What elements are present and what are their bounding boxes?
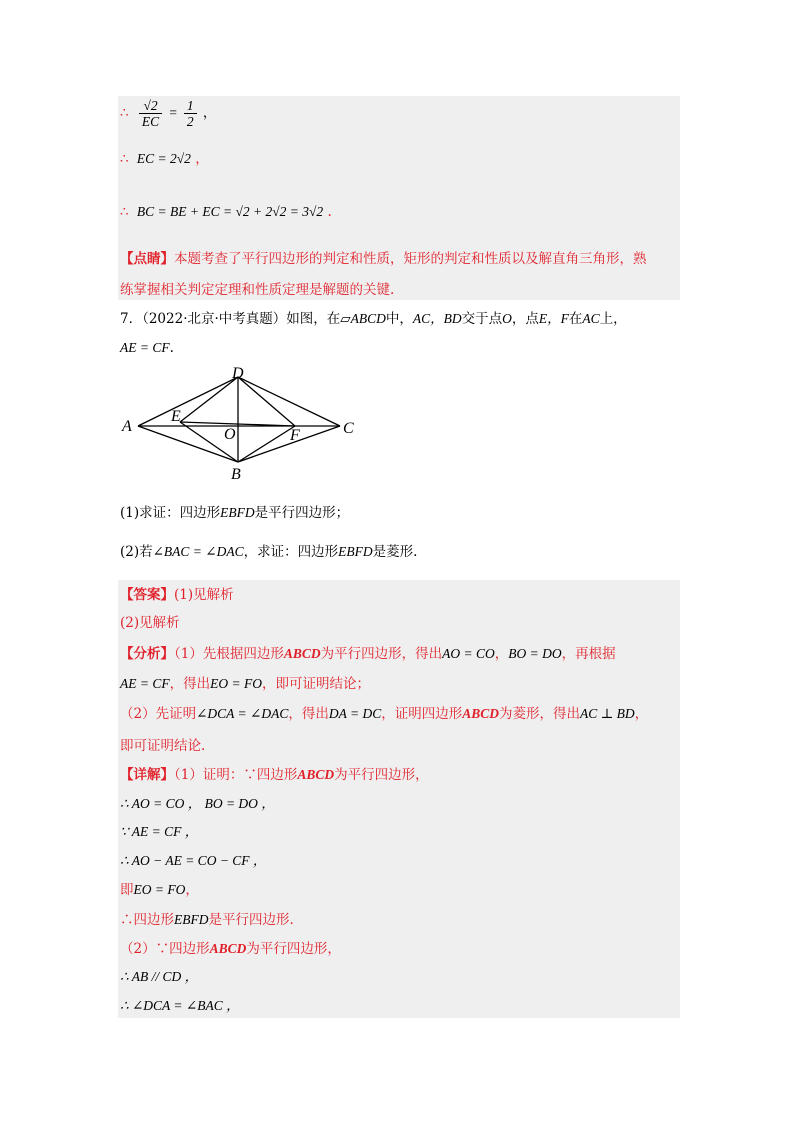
detail-line-8: ∴ AB // CD ， (120, 969, 199, 984)
fraction-one-half: $\frac{1}{2}$ (184, 98, 197, 129)
question-2: (2)若∠BAC = ∠DAC，求证：四边形EBFD是菱形. (120, 544, 418, 560)
label-e: E (171, 408, 181, 425)
geometry-figure (118, 365, 358, 485)
detail-line-3: ∵ AE = CF ， (120, 824, 199, 839)
therefore-symbol: ∴ (120, 105, 129, 121)
segment-fb (238, 426, 295, 462)
detail-line-6: ∴四边形EBFD是平行四边形. (120, 912, 294, 928)
analysis-line-2: AE = CF，得出EO = FO，即可证明结论； (120, 676, 370, 692)
question-1: (1)求证：四边形EBFD是平行四边形； (120, 505, 350, 521)
comment-line-1: 【点睛】本题考查了平行四边形的判定和性质，矩形的判定和性质以及解直角三角形，熟 (120, 251, 647, 267)
detail-line-9: ∴ ∠DCA = ∠BAC ， (120, 998, 240, 1013)
comment-line-2: 练掌握相关判定定理和性质定理是解题的关键. (120, 282, 395, 298)
label-b: B (231, 466, 241, 483)
label-c: C (343, 420, 354, 437)
segment-ad (138, 377, 238, 426)
fraction-sqrt2-over-ec: $\frac{√2}{EC}$ (139, 98, 162, 129)
segment-ed (180, 377, 238, 422)
problem-line-1: 7．（2022·北京·中考真题）如图，在▱ABCD中，AC，BD交于点O，点E，F在AC上， (120, 311, 627, 327)
label-f: F (290, 427, 300, 444)
segment-fd (238, 377, 295, 426)
segment-cb (238, 426, 340, 462)
analysis-line-4: 即可证明结论. (120, 738, 206, 754)
label-a: A (122, 418, 132, 435)
detail-line-5: 即EO = FO， (120, 882, 199, 898)
equation-ec: EC = 2√2 (136, 151, 191, 166)
problem-line-2: AE = CF. (120, 340, 174, 356)
detail-line-2: ∴ AO = CO ， BO = DO ， (120, 796, 275, 811)
detail-line-1: 【详解】（1）证明：∵四边形ABCD为平行四边形， (120, 767, 429, 783)
solution-line-2: ∴ EC = 2√2 ， (120, 151, 209, 167)
equation-bc: BC = BE + EC = √2 + 2√2 = 3√2 (136, 204, 324, 219)
label-d: D (232, 365, 244, 382)
segment-dc (238, 377, 340, 426)
solution-line-1: ∴ $\frac{√2}{EC}$ = $\frac{1}{2}$ ， (120, 98, 217, 129)
answer-line-2: (2)见解析 (120, 615, 180, 631)
segment-ba (138, 426, 238, 462)
comment-tag: 【点睛】 (120, 251, 174, 267)
label-o: O (224, 426, 236, 443)
detail-line-4: ∴ AO − AE = CO − CF ， (120, 853, 267, 868)
analysis-line-1: 【分析】（1）先根据四边形ABCD为平行四边形，得出AO = CO，BO = DO，再根据 (120, 646, 616, 662)
analysis-line-3: （2）先证明∠DCA = ∠DAC，得出DA = DC，证明四边形ABCD为菱形，得出AC ⊥ BD， (120, 706, 649, 722)
solution-line-3: ∴ BC = BE + EC = √2 + 2√2 = 3√2 . (120, 204, 332, 220)
detail-line-7: （2）∵四边形ABCD为平行四边形， (120, 941, 341, 957)
answer-line-1: 【答案】(1)见解析 (120, 587, 234, 603)
